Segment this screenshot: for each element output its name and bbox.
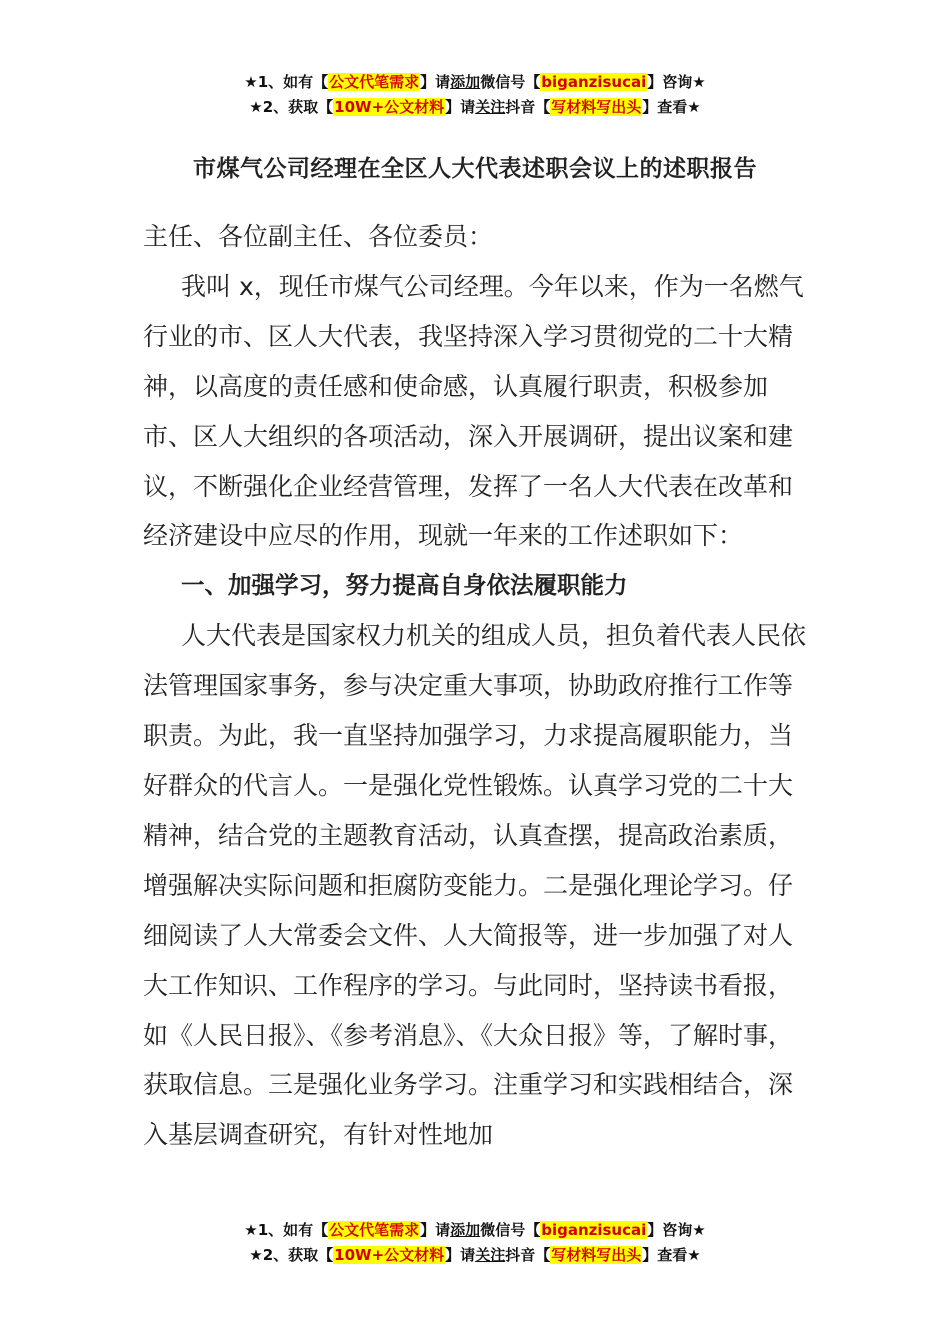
bottom-banner [0,1218,950,1268]
star-icon: ★ [687,98,701,116]
salutation: 主任、各位副主任、各位委员： [143,222,494,251]
highlight-wechat-id: biganzisucai [541,1221,647,1239]
banner-line-1: ★1、如有【公文代笔需求】请添加微信号【biganzisucai】咨询★ [244,73,706,91]
star-icon: ★ [692,1221,706,1239]
highlight-service: 公文代笔需求 [329,1221,420,1239]
highlight-materials: 10W+公文材料 [334,1246,445,1264]
highlight-wechat-id: biganzisucai [541,73,647,91]
highlight-douyin-account: 写材料写出头 [551,1246,642,1264]
paragraph-study: 人大代表是国家权力机关的组成人员，担负着代表人民依法管理国家事务，参与决定重大事项，协助政府推行工作等职责。为此，我一直坚持加强学习，力求提高履职能力，当好群众的代言人。一是强化党性锻炼。认真学习党的二十大精神，结合党的主题教育活动，认真查摆，提高政治素质，增强解决实际问题和拒腐防变能力。二是强化理论学习。仔细阅读了人大常委会文件、人大简报等，进一步加强了对人大工作知识、工作程序的学习。与此同时，坚持读书看报，如《人民日报》、《参考消息》、《大众日报》等，了解时事，获取信息。三是强化业务学习。注重学习和实践相结合，深入基层调查研究，有针对性地加 [143,621,807,1150]
document-body [143,212,808,1160]
highlight-douyin-account: 写材料写出头 [551,98,642,116]
highlight-materials: 10W+公文材料 [334,98,445,116]
star-icon: ★ [687,1246,701,1264]
star-icon: ★ [249,98,263,116]
top-banner [0,70,950,120]
banner-line-2: ★2、获取【10W+公文材料】请关注抖音【写材料写出头】查看★ [249,1246,701,1264]
star-icon: ★ [244,1221,258,1239]
section-heading-1: 一、加强学习，努力提高自身依法履职能力 [181,571,628,600]
paragraph-intro: 我叫 x，现任市煤气公司经理。今年以来，作为一名燃气行业的市、区人大代表，我坚持深入学习贯彻党的二十大精神，以高度的责任感和使命感，认真履行职责，积极参加市、区人大组织的各项活动，深入开展调研，提出议案和建议，不断强化企业经营管理，发挥了一名人大代表在改革和经济建设中应尽的作用，现就一年来的工作述职如下： [143,271,804,551]
banner-line-1: ★1、如有【公文代笔需求】请添加微信号【biganzisucai】咨询★ [244,1221,706,1239]
star-icon: ★ [249,1246,263,1264]
banner-line-2: ★2、获取【10W+公文材料】请关注抖音【写材料写出头】查看★ [249,98,701,116]
star-icon: ★ [244,73,258,91]
highlight-service: 公文代笔需求 [329,73,420,91]
document-title: 市煤气公司经理在全区人大代表述职会议上的述职报告 [193,156,757,182]
star-icon: ★ [692,73,706,91]
